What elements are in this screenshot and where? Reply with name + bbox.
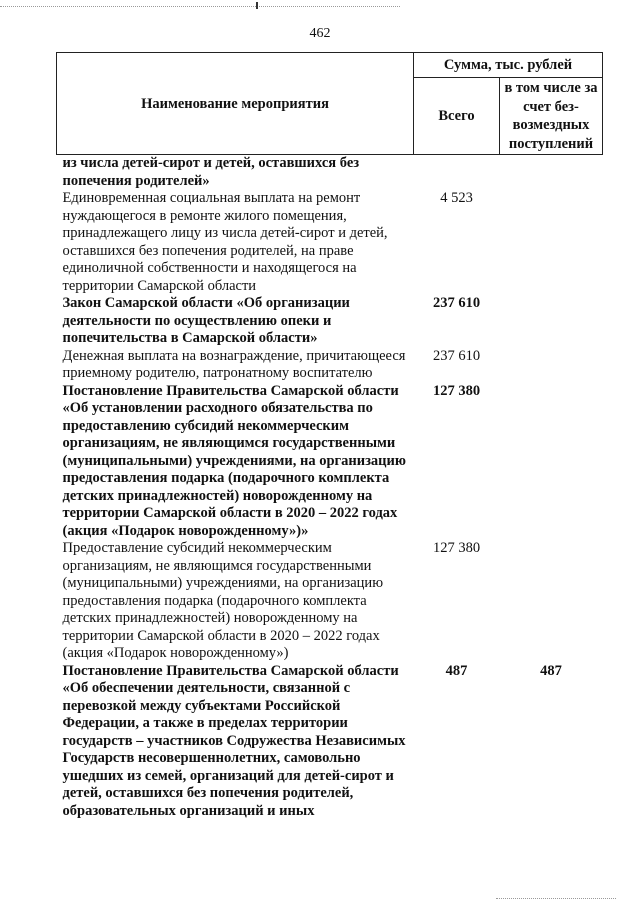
row-total: 127 380 [432,382,481,399]
header-total-cell: Всего [414,78,500,155]
table-row [57,190,603,295]
row-name: из числа детей-сирот и детей, оставшихся без попечения родителей» [62,155,360,189]
row-grant: 487 [540,662,562,679]
row-name: Денежная выплата на вознаграждение, причитающееся приемному родителю, патронатному воспитателю [62,347,406,381]
row-total: 487 [445,662,468,679]
bottom-scan-rule [496,894,616,899]
row-total: 127 380 [432,540,481,556]
table-row [57,663,603,821]
header-name-cell: Наименование мероприятия [57,53,414,155]
row-grant [500,295,603,348]
header-sum-cell: Сумма, тыс. рублей [414,53,603,78]
table-row [57,383,603,541]
row-name: Постановление Правительства Самарской области «Об установлении расходного обязательства по предоставлению субсидий некоммерческим организациям, не являющимся государственными (муниципальными) учреждениями, на организацию предоставления подарка (подарочного комплекта детских принадлежностей) новорожденному на территории Самарской области в 2020 – 2022 годах (акция «Подарок новорожденному»)» [62,382,406,539]
table-body [57,155,603,821]
table-row [57,348,603,383]
top-scan-mark [256,2,258,9]
budget-table [56,52,603,820]
page-number: 462 [309,26,331,41]
table-row [57,295,603,348]
row-name: Закон Самарской области «Об организации деятельности по осуществлению опеки и попечительства в Самарской области» [62,295,350,346]
row-total: 4 523 [440,190,473,206]
row-grant [500,540,603,663]
row-grant [500,190,603,295]
row-total: 237 610 [432,347,481,364]
table-row [57,540,603,663]
row-total [414,155,500,191]
row-name: Предоставление субсидий некоммерческим организациям, не являющимся государственными (муниципальными) учреждениями, на организацию предоставления подарка (подарочного комплекта детских принадлежностей) новорожденному на территории Самарской области в 2020 – 2022 годах (акция «Подарок новорожденному») [62,540,384,661]
row-name: Постановление Правительства Самарской области «Об обеспечении деятельности, связанной с перевозкой между субъектами Российской Федерации, а также в пределах территории государств – участников Содружества Независимых Государств несовершеннолетних, самовольно ушедших из семей, организаций для детей-сирот и детей, оставшихся без попечения родителей, образовательных организаций и иных [62,662,406,819]
row-grant [500,155,603,191]
top-scan-rule [0,0,400,7]
row-name: Единовременная социальная выплата на ремонт нуждающегося в ремонте жилого помещения, принадлежащего лицу из числа детей-сирот и детей, оставшихся без попечения родителей, на праве единоличной собственности и находящегося на территории Самарской области [62,190,388,294]
row-grant [500,383,603,541]
table-header [57,53,603,155]
table-row [57,155,603,191]
row-grant [500,348,603,383]
header-grant-cell: в том числе за счет без- возмездных поступлений [500,78,603,155]
row-total: 237 610 [432,295,481,311]
